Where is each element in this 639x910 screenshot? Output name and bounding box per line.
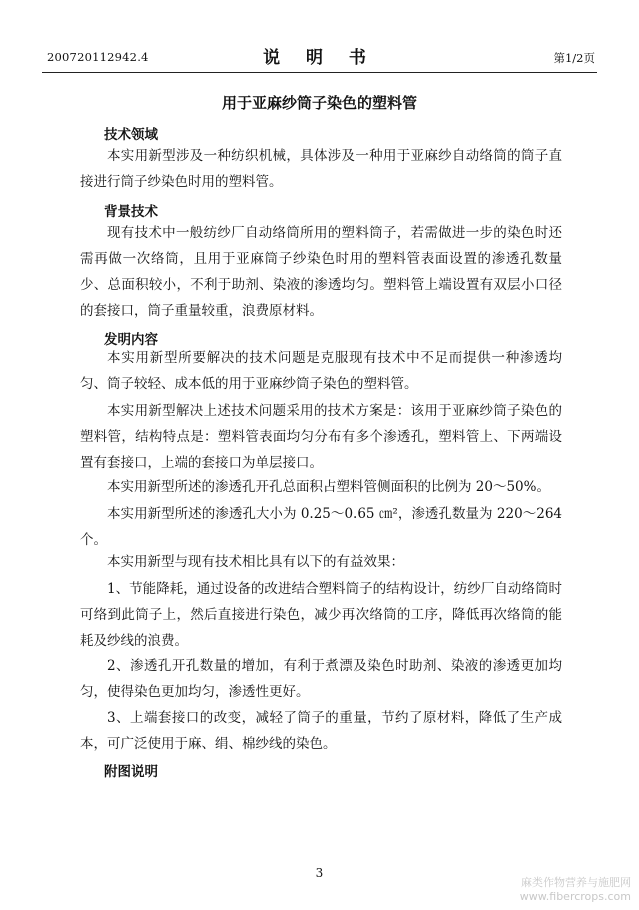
document-type-title: 说 明 书 xyxy=(263,48,376,68)
section-heading-invention-content: 发明内容 xyxy=(104,332,158,348)
section-heading-background: 背景技术 xyxy=(104,204,158,220)
watermark-line: 麻类作物营养与施肥网 xyxy=(521,876,631,889)
section-heading-technical-field: 技术领域 xyxy=(104,127,158,143)
watermark-line: www.fibercrops.com xyxy=(519,890,631,903)
paragraph: 现有技术中一般纺纱厂自动络筒所用的塑料筒子，若需做进一步的染色时还需再做一次络筒，且用于亚麻筒子纱染色时用的塑料管表面设置的渗透孔数量少、总面积较小，不利于助剂、染液的渗透均匀。塑料管上端设置有双层小口径的套接口，筒子重量较重，浪费原材料。 xyxy=(80,225,562,319)
paragraph: 3、上端套接口的改变，减轻了筒子的重量，节约了原材料，降低了生产成本，可广泛使用于麻、绢、棉纱线的染色。 xyxy=(80,710,562,752)
paragraph: 本实用新型与现有技术相比具有以下的有益效果： xyxy=(107,554,404,570)
document-title: 用于亚麻纱筒子染色的塑料管 xyxy=(221,94,417,112)
page-number: 3 xyxy=(315,866,324,880)
application-number: 200720112942.4 xyxy=(47,50,149,64)
page-label: 第1/2页 xyxy=(553,51,595,65)
paragraph: 本实用新型所要解决的技术问题是克服现有技术中不足而提供一种渗透均匀、筒子较轻、成本低的用于亚麻纱筒子染色的塑料管。 xyxy=(80,350,562,392)
site-watermark xyxy=(520,876,631,904)
paragraph: 本实用新型解决上述技术问题采用的技术方案是：该用于亚麻纱筒子染色的塑料管，结构特点是：塑料管表面均匀分布有多个渗透孔，塑料管上、下两端设置有套接口，上端的套接口为单层接口。 xyxy=(80,403,562,471)
paragraph: 2、渗透孔开孔数量的增加，有利于煮漂及染色时助剂、染液的渗透更加均匀，使得染色更加均匀，渗透性更好。 xyxy=(80,658,562,700)
paragraph: 本实用新型涉及一种纺织机械，具体涉及一种用于亚麻纱自动络筒的筒子直接进行筒子纱染色时用的塑料管。 xyxy=(80,148,562,190)
paragraph: 本实用新型所述的渗透孔开孔总面积占塑料管侧面积的比例为 20～50%。 xyxy=(107,479,550,495)
section-heading-drawings: 附图说明 xyxy=(104,764,158,780)
paragraph: 1、节能降耗，通过设备的改进结合塑料筒子的结构设计，纺纱厂自动络筒时可络到此筒子上，然后直接进行染色，减少再次络筒的工序，降低再次络筒的能耗及纱线的浪费。 xyxy=(80,581,562,649)
paragraph: 本实用新型所述的渗透孔大小为 0.25～0.65 ㎝²，渗透孔数量为 220～264 个。 xyxy=(80,506,562,548)
header-rule xyxy=(42,72,597,73)
